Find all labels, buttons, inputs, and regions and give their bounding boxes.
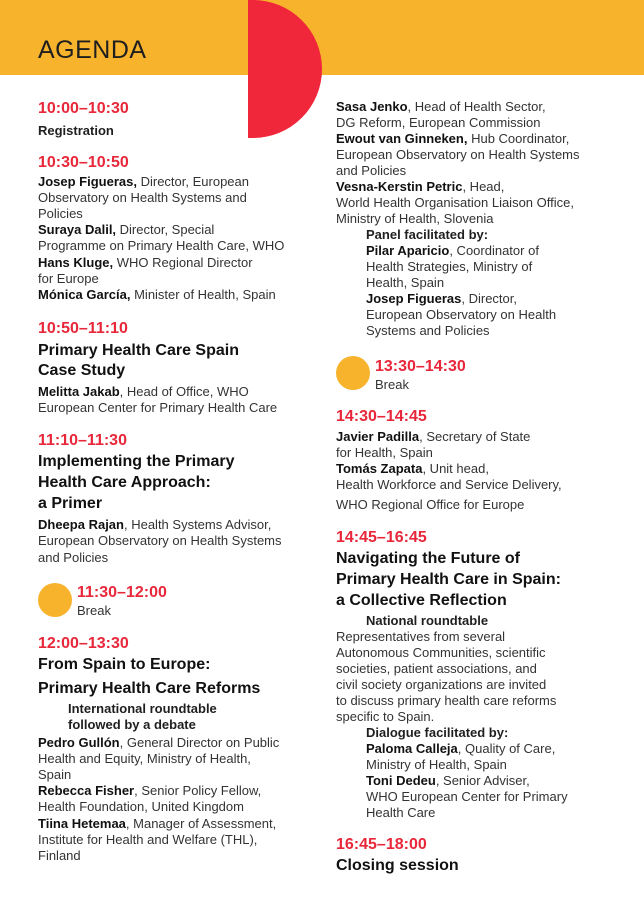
person-name: Vesna-Kerstin Petric — [336, 179, 463, 194]
description-line: to discuss primary health care reforms — [336, 693, 557, 708]
session-time: 14:45–16:45 — [336, 529, 427, 546]
session-time: 10:30–10:50 — [38, 154, 129, 171]
session-title: Implementing the Primary — [38, 453, 235, 470]
session-time: 10:00–10:30 — [38, 100, 129, 117]
person-name: Hans Kluge, — [38, 255, 114, 270]
session-time: 16:45–18:00 — [336, 836, 427, 853]
facilitator-line — [366, 773, 530, 789]
break-label: Break — [77, 603, 111, 618]
person-name: Mónica García, — [38, 287, 131, 302]
page-title: AGENDA — [38, 36, 147, 64]
person-role: , Quality of Care, — [457, 741, 556, 756]
person-name: Tiina Hetemaa — [38, 816, 126, 831]
break-label: Break — [375, 377, 409, 392]
session-title: Primary Health Care in Spain: — [336, 571, 561, 588]
speaker-line — [38, 174, 249, 190]
facilitator-line: WHO European Center for Primary — [366, 789, 568, 804]
speaker-line — [38, 735, 279, 751]
person-role: , Senior Adviser, — [435, 773, 530, 788]
speaker-line: Spain — [38, 767, 72, 782]
person-role: , Head of Health Sector, — [407, 99, 546, 114]
break-time: 11:30–12:00 — [77, 584, 167, 601]
speaker-line — [38, 222, 214, 238]
speaker-line — [38, 783, 261, 799]
person-name: Dheepa Rajan — [38, 517, 124, 532]
speaker-line: Programme on Primary Health Care, WHO — [38, 238, 285, 253]
speaker-line: European Observatory on Health Systems — [38, 533, 282, 548]
person-role: Director, European — [136, 174, 249, 189]
session-subtitle: International roundtable — [68, 701, 217, 716]
speaker-line: for Health, Spain — [336, 445, 433, 460]
speaker-line — [38, 287, 276, 303]
person-name: Sasa Jenko — [336, 99, 408, 114]
description-line: societies, patient associations, and — [336, 661, 537, 676]
person-role: WHO Regional Director — [113, 255, 253, 270]
speaker-line: DG Reform, European Commission — [336, 115, 541, 130]
person-name: Javier Padilla — [336, 429, 420, 444]
session-title: Registration — [38, 123, 114, 138]
break-time: 13:30–14:30 — [375, 358, 466, 375]
person-role: , Coordinator of — [449, 243, 539, 258]
speaker-line — [336, 461, 489, 477]
speaker-line — [38, 255, 253, 271]
session-time: 12:00–13:30 — [38, 635, 129, 652]
session-title: a Collective Reflection — [336, 592, 507, 609]
speaker-line: Ministry of Health, Slovenia — [336, 211, 494, 226]
speaker-line: Health Workforce and Service Delivery, — [336, 477, 562, 492]
session-subtitle: National roundtable — [366, 613, 489, 628]
person-name: Tomás Zapata — [336, 461, 423, 476]
person-role: , Manager of Assessment, — [125, 816, 277, 831]
session-title: Primary Health Care Spain — [38, 342, 239, 359]
speaker-line — [336, 99, 546, 115]
facilitator-line: Systems and Policies — [366, 323, 490, 338]
speaker-line: European Center for Primary Health Care — [38, 400, 278, 415]
person-role: , General Director on Public — [119, 735, 280, 750]
person-role: , Health Systems Advisor, — [123, 517, 272, 532]
speaker-line — [336, 131, 569, 147]
speaker-line — [336, 429, 530, 445]
break-dot-icon — [38, 583, 72, 617]
session-title: From Spain to Europe: — [38, 656, 211, 673]
speaker-line: European Observatory on Health Systems — [336, 147, 580, 162]
person-name: Paloma Calleja — [366, 741, 458, 756]
panel-heading: Panel facilitated by: — [366, 227, 489, 242]
speaker-line: WHO Regional Office for Europe — [336, 497, 525, 512]
person-name: Josep Figueras, — [38, 174, 137, 189]
description-line: Autonomous Communities, scientific — [336, 645, 546, 660]
speaker-line: Health Foundation, United Kingdom — [38, 799, 244, 814]
session-title: Closing session — [336, 857, 459, 874]
description-line: specific to Spain. — [336, 709, 435, 724]
person-role: Minister of Health, Spain — [130, 287, 276, 302]
dialogue-heading: Dialogue facilitated by: — [366, 725, 509, 740]
session-time: 14:30–14:45 — [336, 408, 427, 425]
speaker-line: Health and Equity, Ministry of Health, — [38, 751, 251, 766]
person-role: Hub Coordinator, — [467, 131, 570, 146]
person-role: , Secretary of State — [419, 429, 531, 444]
facilitator-line: Health Care — [366, 805, 436, 820]
facilitator-line — [366, 291, 517, 307]
description-line: civil society organizations are invited — [336, 677, 547, 692]
speaker-line — [336, 179, 504, 195]
speaker-line: Observatory on Health Systems and — [38, 190, 247, 205]
person-role: , Head, — [462, 179, 505, 194]
facilitator-line: European Observatory on Health — [366, 307, 557, 322]
facilitator-line — [366, 243, 539, 259]
person-name: Josep Figueras — [366, 291, 462, 306]
session-title: Navigating the Future of — [336, 550, 520, 567]
person-name: Ewout van Ginneken, — [336, 131, 468, 146]
speaker-line: and Policies — [336, 163, 407, 178]
speaker-line: Policies — [38, 206, 83, 221]
session-title: Case Study — [38, 362, 126, 379]
facilitator-line: Health, Spain — [366, 275, 445, 290]
speaker-line: Institute for Health and Welfare (THL), — [38, 832, 258, 847]
person-role: , Unit head, — [422, 461, 489, 476]
session-title: a Primer — [38, 495, 103, 512]
speaker-line — [38, 517, 271, 533]
person-name: Melitta Jakab — [38, 384, 120, 399]
speaker-line: for Europe — [38, 271, 99, 286]
facilitator-line: Ministry of Health, Spain — [366, 757, 507, 772]
description-line: Representatives from several — [336, 629, 506, 644]
person-role: , Director, — [461, 291, 517, 306]
speaker-line: World Health Organisation Liaison Office, — [336, 195, 574, 210]
person-role: , Head of Office, WHO — [119, 384, 249, 399]
speaker-line — [38, 816, 276, 832]
person-role: , Senior Policy Fellow, — [134, 783, 262, 798]
session-title: Primary Health Care Reforms — [38, 680, 261, 697]
session-title: Health Care Approach: — [38, 474, 211, 491]
person-name: Pilar Aparicio — [366, 243, 450, 258]
break-dot-icon — [336, 356, 370, 390]
facilitator-line — [366, 741, 555, 757]
session-time: 10:50–11:10 — [38, 320, 128, 337]
speaker-line: Finland — [38, 848, 81, 863]
session-time: 11:10–11:30 — [38, 432, 127, 449]
session-subtitle: followed by a debate — [68, 717, 196, 732]
person-name: Rebecca Fisher — [38, 783, 135, 798]
person-name: Suraya Dalil, — [38, 222, 117, 237]
speaker-line: and Policies — [38, 550, 109, 565]
speaker-line — [38, 384, 249, 400]
person-role: Director, Special — [116, 222, 215, 237]
person-name: Toni Dedeu — [366, 773, 436, 788]
facilitator-line: Health Strategies, Ministry of — [366, 259, 533, 274]
person-name: Pedro Gullón — [38, 735, 120, 750]
